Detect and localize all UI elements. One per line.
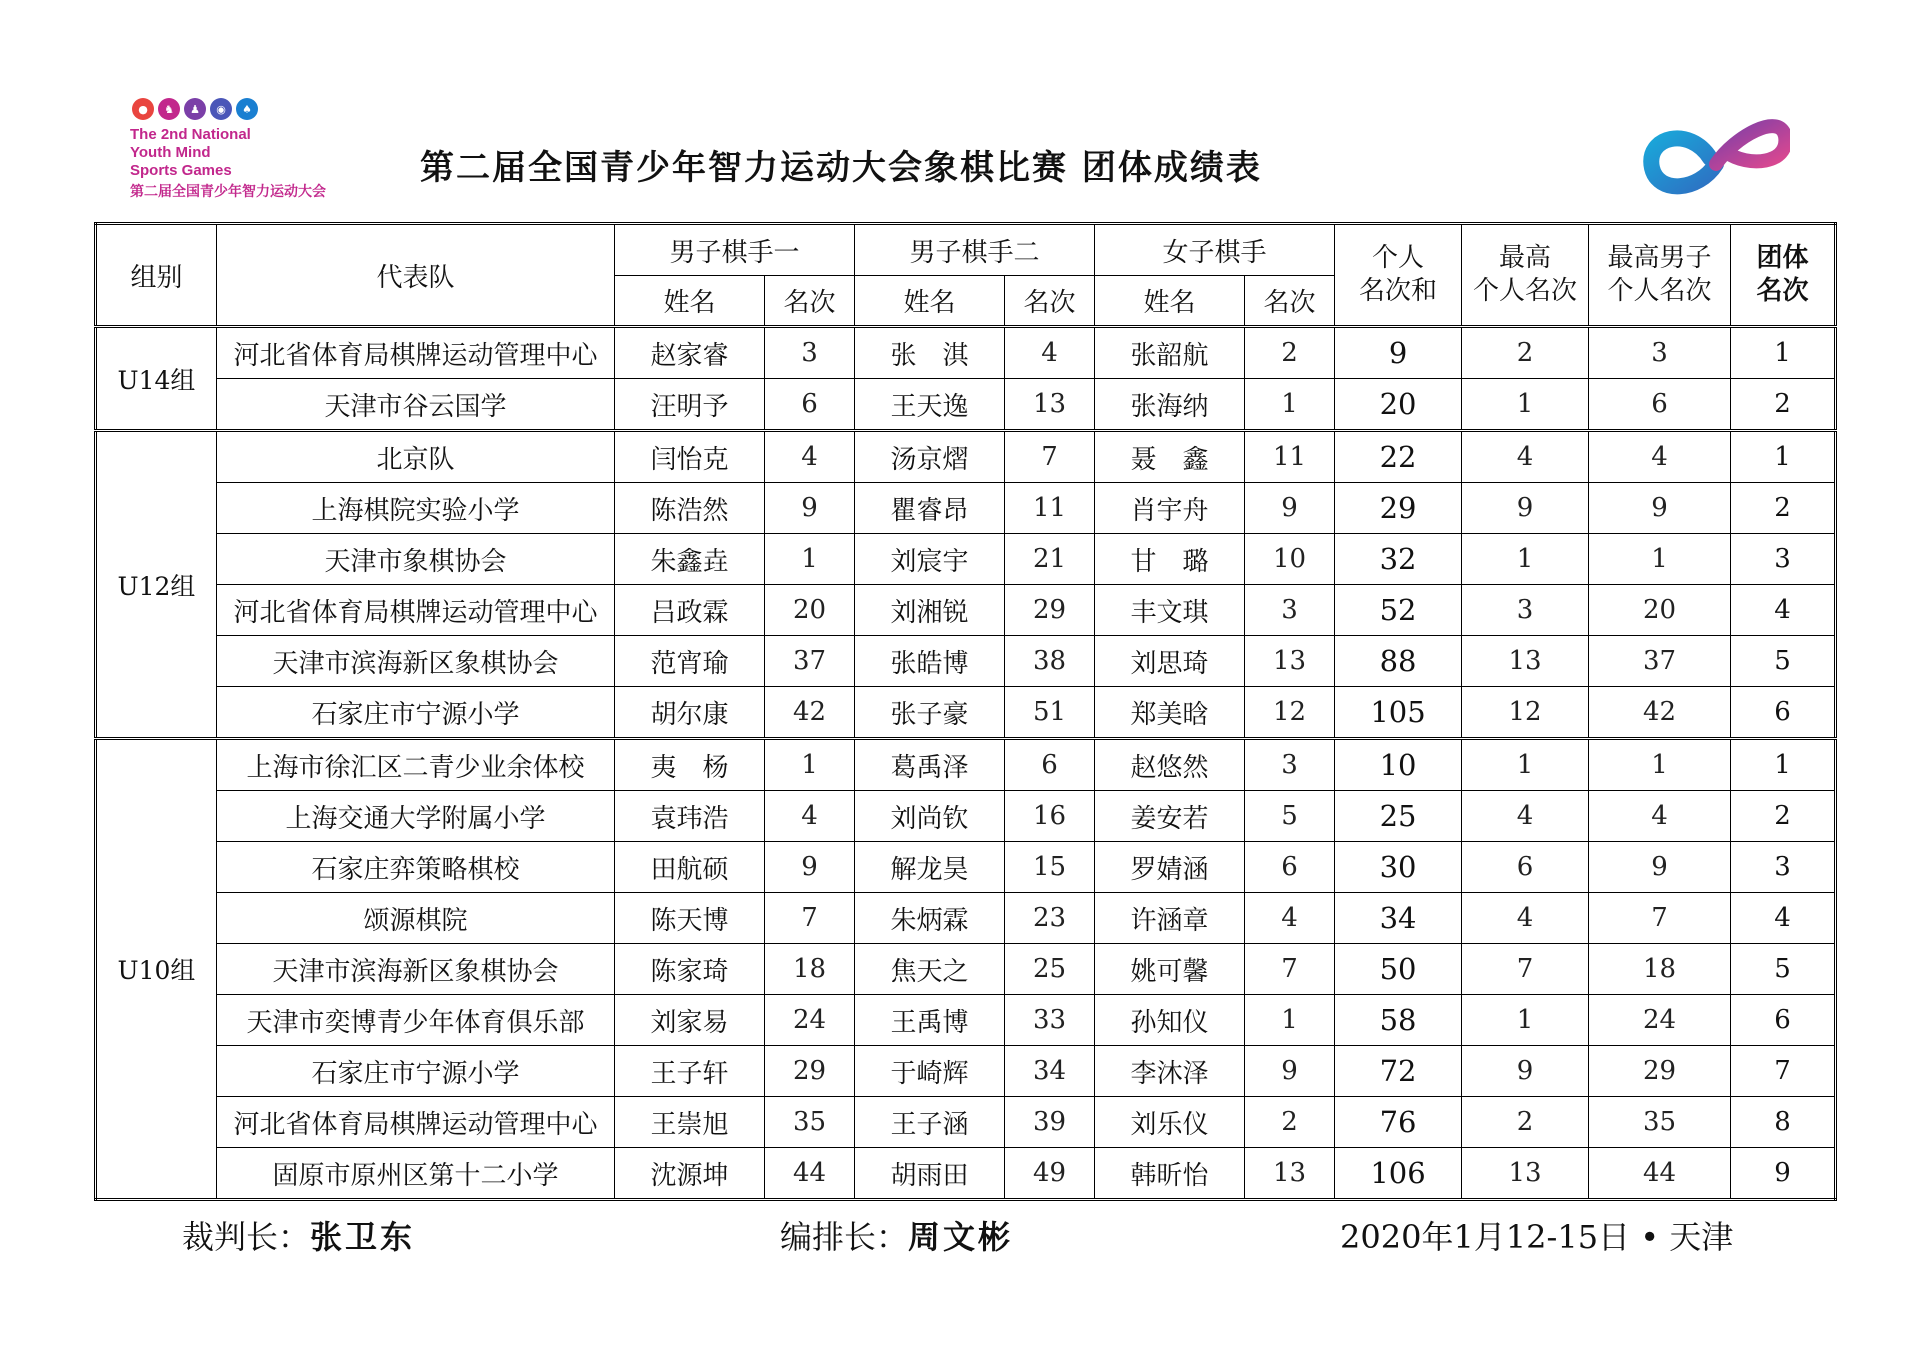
chess-knight-icon: ♞ (158, 98, 180, 120)
team-name-cell: 上海交通大学附属小学 (217, 791, 615, 842)
male1-name-cell: 赵家睿 (615, 327, 765, 379)
female-rank-cell: 6 (1245, 842, 1335, 893)
best-male-rank-cell: 3 (1589, 327, 1731, 379)
male2-name-cell: 葛禹泽 (855, 739, 1005, 791)
male2-name-cell: 刘尚钦 (855, 791, 1005, 842)
arbiter-label: 编排长： (780, 1218, 909, 1256)
best-male-rank-cell: 4 (1589, 431, 1731, 483)
best-rank-cell: 12 (1462, 687, 1589, 739)
table-row (96, 585, 1836, 636)
female-rank-cell: 9 (1245, 483, 1335, 534)
header-rank: 名次 (1245, 276, 1335, 327)
header-rank-sum: 个人 名次和 (1335, 224, 1462, 327)
team-rank-cell: 2 (1731, 483, 1836, 534)
male1-name-cell: 吕政霖 (615, 585, 765, 636)
best-male-rank-cell: 1 (1589, 739, 1731, 791)
team-name-cell: 石家庄弈策略棋校 (217, 842, 615, 893)
best-rank-cell: 2 (1462, 327, 1589, 379)
rank-sum-cell: 58 (1335, 995, 1462, 1046)
male2-name-cell: 张子豪 (855, 687, 1005, 739)
male1-rank-cell: 9 (765, 842, 855, 893)
female-rank-cell: 3 (1245, 739, 1335, 791)
rank-sum-cell: 30 (1335, 842, 1462, 893)
male2-name-cell: 王禹博 (855, 995, 1005, 1046)
male1-rank-cell: 4 (765, 791, 855, 842)
team-name-cell: 上海市徐汇区二青少业余体校 (217, 739, 615, 791)
page-title: 第二届全国青少年智力运动大会象棋比赛 团体成绩表 (420, 148, 1262, 188)
rank-sum-cell: 22 (1335, 431, 1462, 483)
male1-rank-cell: 7 (765, 893, 855, 944)
female-name-cell: 许涵章 (1095, 893, 1245, 944)
header-name: 姓名 (1095, 276, 1245, 327)
rank-sum-cell: 34 (1335, 893, 1462, 944)
female-name-cell: 郑美晗 (1095, 687, 1245, 739)
team-rank-cell: 9 (1731, 1148, 1836, 1200)
table-row (96, 1046, 1836, 1097)
male1-rank-cell: 35 (765, 1097, 855, 1148)
best-rank-cell: 4 (1462, 893, 1589, 944)
header-best-rank: 最高 个人名次 (1462, 224, 1589, 327)
male2-rank-cell: 11 (1005, 483, 1095, 534)
rank-sum-cell: 72 (1335, 1046, 1462, 1097)
male1-name-cell: 闫怡克 (615, 431, 765, 483)
rank-sum-cell: 10 (1335, 739, 1462, 791)
male2-rank-cell: 7 (1005, 431, 1095, 483)
rank-sum-cell: 76 (1335, 1097, 1462, 1148)
male1-name-cell: 胡尔康 (615, 687, 765, 739)
header-female-player: 女子棋手 (1095, 224, 1335, 276)
arbiter (780, 1212, 1013, 1258)
female-rank-cell: 2 (1245, 1097, 1335, 1148)
best-rank-cell: 13 (1462, 1148, 1589, 1200)
table-row (96, 636, 1836, 687)
male2-name-cell: 于崎辉 (855, 1046, 1005, 1097)
group-section (96, 431, 1836, 739)
team-name-cell: 固原市原州区第十二小学 (217, 1148, 615, 1200)
header-male-player-1: 男子棋手一 (615, 224, 855, 276)
table-row (96, 1148, 1836, 1200)
female-name-cell: 刘乐仪 (1095, 1097, 1245, 1148)
male2-rank-cell: 13 (1005, 379, 1095, 431)
team-rank-cell: 4 (1731, 585, 1836, 636)
table-row (96, 327, 1836, 379)
best-rank-cell: 4 (1462, 431, 1589, 483)
team-rank-cell: 3 (1731, 534, 1836, 585)
female-rank-cell: 1 (1245, 379, 1335, 431)
female-rank-cell: 12 (1245, 687, 1335, 739)
team-name-cell: 天津市象棋协会 (217, 534, 615, 585)
male2-rank-cell: 49 (1005, 1148, 1095, 1200)
chief-referee (182, 1212, 415, 1258)
male1-rank-cell: 1 (765, 534, 855, 585)
rank-sum-cell: 29 (1335, 483, 1462, 534)
best-rank-cell: 6 (1462, 842, 1589, 893)
best-male-rank-cell: 20 (1589, 585, 1731, 636)
table-row (96, 379, 1836, 431)
female-rank-cell: 9 (1245, 1046, 1335, 1097)
female-name-cell: 罗婧涵 (1095, 842, 1245, 893)
date-place: 2020年1月12-15日 • 天津 (1340, 1218, 1734, 1256)
male2-name-cell: 刘湘锐 (855, 585, 1005, 636)
female-name-cell: 姜安若 (1095, 791, 1245, 842)
team-rank-cell: 2 (1731, 791, 1836, 842)
team-rank-cell: 6 (1731, 995, 1836, 1046)
logo-chinese-name: 第二届全国青少年智力运动大会 (130, 184, 326, 200)
rank-sum-cell: 20 (1335, 379, 1462, 431)
female-rank-cell: 10 (1245, 534, 1335, 585)
male1-name-cell: 朱鑫垚 (615, 534, 765, 585)
male1-rank-cell: 6 (765, 379, 855, 431)
female-name-cell: 刘思琦 (1095, 636, 1245, 687)
female-rank-cell: 11 (1245, 431, 1335, 483)
team-name-cell: 颂源棋院 (217, 893, 615, 944)
male2-rank-cell: 25 (1005, 944, 1095, 995)
female-name-cell: 赵悠然 (1095, 739, 1245, 791)
header-team-rank: 团体 名次 (1731, 224, 1836, 327)
rank-sum-cell: 105 (1335, 687, 1462, 739)
chess-pawn-icon: ♟ (184, 98, 206, 120)
header-team: 代表队 (217, 224, 615, 327)
male1-rank-cell: 1 (765, 739, 855, 791)
male2-name-cell: 瞿睿昂 (855, 483, 1005, 534)
best-male-rank-cell: 24 (1589, 995, 1731, 1046)
table-row (96, 944, 1836, 995)
female-name-cell: 韩昕怡 (1095, 1148, 1245, 1200)
male2-name-cell: 焦天之 (855, 944, 1005, 995)
group-section (96, 739, 1836, 1200)
header-name: 姓名 (615, 276, 765, 327)
male2-rank-cell: 6 (1005, 739, 1095, 791)
male1-name-cell: 陈天博 (615, 893, 765, 944)
male1-name-cell: 汪明予 (615, 379, 765, 431)
male2-name-cell: 王子涵 (855, 1097, 1005, 1148)
male2-rank-cell: 21 (1005, 534, 1095, 585)
female-name-cell: 丰文琪 (1095, 585, 1245, 636)
team-rank-cell: 5 (1731, 944, 1836, 995)
team-rank-cell: 6 (1731, 687, 1836, 739)
team-name-cell: 天津市滨海新区象棋协会 (217, 944, 615, 995)
logo-english-name: The 2nd National Youth Mind Sports Games (130, 126, 251, 179)
male2-name-cell: 王天逸 (855, 379, 1005, 431)
rank-sum-cell: 50 (1335, 944, 1462, 995)
female-name-cell: 姚可馨 (1095, 944, 1245, 995)
rank-sum-cell: 32 (1335, 534, 1462, 585)
best-male-rank-cell: 4 (1589, 791, 1731, 842)
group-label: U14组 (96, 327, 217, 431)
team-rank-cell: 8 (1731, 1097, 1836, 1148)
male2-rank-cell: 33 (1005, 995, 1095, 1046)
best-male-rank-cell: 7 (1589, 893, 1731, 944)
male1-rank-cell: 3 (765, 327, 855, 379)
female-name-cell: 聂 鑫 (1095, 431, 1245, 483)
event-logo (130, 98, 390, 216)
female-rank-cell: 5 (1245, 791, 1335, 842)
best-male-rank-cell: 6 (1589, 379, 1731, 431)
male2-name-cell: 张皓博 (855, 636, 1005, 687)
male2-name-cell: 张 淇 (855, 327, 1005, 379)
best-male-rank-cell: 18 (1589, 944, 1731, 995)
female-rank-cell: 13 (1245, 636, 1335, 687)
table-row (96, 995, 1836, 1046)
male1-name-cell: 王崇旭 (615, 1097, 765, 1148)
male1-rank-cell: 9 (765, 483, 855, 534)
male1-rank-cell: 37 (765, 636, 855, 687)
female-name-cell: 张韶航 (1095, 327, 1245, 379)
table-row (96, 483, 1836, 534)
female-rank-cell: 4 (1245, 893, 1335, 944)
best-rank-cell: 1 (1462, 534, 1589, 585)
male1-rank-cell: 20 (765, 585, 855, 636)
best-rank-cell: 3 (1462, 585, 1589, 636)
male1-rank-cell: 44 (765, 1148, 855, 1200)
male1-name-cell: 陈家琦 (615, 944, 765, 995)
header-group: 组别 (96, 224, 217, 327)
team-rank-cell: 1 (1731, 431, 1836, 483)
group-label: U10组 (96, 739, 217, 1200)
female-rank-cell: 2 (1245, 327, 1335, 379)
best-male-rank-cell: 9 (1589, 483, 1731, 534)
arbiter-name: 周文彬 (908, 1218, 1014, 1256)
best-rank-cell: 9 (1462, 483, 1589, 534)
team-name-cell: 石家庄市宁源小学 (217, 1046, 615, 1097)
female-name-cell: 李沐泽 (1095, 1046, 1245, 1097)
male1-rank-cell: 24 (765, 995, 855, 1046)
male2-rank-cell: 29 (1005, 585, 1095, 636)
table-row (96, 791, 1836, 842)
team-name-cell: 上海棋院实验小学 (217, 483, 615, 534)
male1-name-cell: 刘家易 (615, 995, 765, 1046)
table-row (96, 739, 1836, 791)
best-male-rank-cell: 44 (1589, 1148, 1731, 1200)
male2-rank-cell: 38 (1005, 636, 1095, 687)
female-name-cell: 孙知仪 (1095, 995, 1245, 1046)
male2-name-cell: 解龙昊 (855, 842, 1005, 893)
male1-name-cell: 田航硕 (615, 842, 765, 893)
team-name-cell: 天津市滨海新区象棋协会 (217, 636, 615, 687)
rank-sum-cell: 88 (1335, 636, 1462, 687)
female-rank-cell: 3 (1245, 585, 1335, 636)
team-rank-cell: 3 (1731, 842, 1836, 893)
best-male-rank-cell: 1 (1589, 534, 1731, 585)
table-row (96, 431, 1836, 483)
team-name-cell: 天津市谷云国学 (217, 379, 615, 431)
female-rank-cell: 1 (1245, 995, 1335, 1046)
best-rank-cell: 2 (1462, 1097, 1589, 1148)
male2-rank-cell: 39 (1005, 1097, 1095, 1148)
male1-name-cell: 沈源坤 (615, 1148, 765, 1200)
team-results-table (94, 222, 1837, 1201)
team-name-cell: 石家庄市宁源小学 (217, 687, 615, 739)
female-name-cell: 张海纳 (1095, 379, 1245, 431)
best-rank-cell: 9 (1462, 1046, 1589, 1097)
team-name-cell: 河北省体育局棋牌运动管理中心 (217, 1097, 615, 1148)
checker-icon: ◉ (210, 98, 232, 120)
best-male-rank-cell: 35 (1589, 1097, 1731, 1148)
male1-name-cell: 王子轩 (615, 1046, 765, 1097)
male1-name-cell: 范宵瑜 (615, 636, 765, 687)
infinity-emblem-icon (1640, 106, 1790, 206)
table-row (96, 534, 1836, 585)
male1-name-cell: 夷 杨 (615, 739, 765, 791)
group-section (96, 327, 1836, 431)
team-rank-cell: 5 (1731, 636, 1836, 687)
best-male-rank-cell: 42 (1589, 687, 1731, 739)
male2-name-cell: 刘宸宇 (855, 534, 1005, 585)
rank-sum-cell: 9 (1335, 327, 1462, 379)
team-rank-cell: 4 (1731, 893, 1836, 944)
header-male-player-2: 男子棋手二 (855, 224, 1095, 276)
male1-rank-cell: 29 (765, 1046, 855, 1097)
male2-rank-cell: 16 (1005, 791, 1095, 842)
male1-name-cell: 陈浩然 (615, 483, 765, 534)
team-rank-cell: 2 (1731, 379, 1836, 431)
rank-sum-cell: 52 (1335, 585, 1462, 636)
team-name-cell: 河北省体育局棋牌运动管理中心 (217, 327, 615, 379)
male2-rank-cell: 15 (1005, 842, 1095, 893)
table-row (96, 1097, 1836, 1148)
male2-name-cell: 胡雨田 (855, 1148, 1005, 1200)
best-male-rank-cell: 37 (1589, 636, 1731, 687)
team-name-cell: 天津市奕博青少年体育俱乐部 (217, 995, 615, 1046)
header-best-male-rank: 最高男子 个人名次 (1589, 224, 1731, 327)
best-male-rank-cell: 9 (1589, 842, 1731, 893)
female-name-cell: 肖宇舟 (1095, 483, 1245, 534)
best-rank-cell: 13 (1462, 636, 1589, 687)
team-name-cell: 河北省体育局棋牌运动管理中心 (217, 585, 615, 636)
best-rank-cell: 1 (1462, 379, 1589, 431)
team-rank-cell: 1 (1731, 739, 1836, 791)
male1-rank-cell: 18 (765, 944, 855, 995)
male2-name-cell: 汤京熠 (855, 431, 1005, 483)
best-rank-cell: 1 (1462, 739, 1589, 791)
male2-rank-cell: 51 (1005, 687, 1095, 739)
table-row (96, 893, 1836, 944)
female-name-cell: 甘 璐 (1095, 534, 1245, 585)
header-name: 姓名 (855, 276, 1005, 327)
female-rank-cell: 7 (1245, 944, 1335, 995)
best-rank-cell: 7 (1462, 944, 1589, 995)
sport-icons-row (132, 98, 390, 120)
male1-name-cell: 袁玮浩 (615, 791, 765, 842)
male2-rank-cell: 34 (1005, 1046, 1095, 1097)
team-rank-cell: 1 (1731, 327, 1836, 379)
male2-rank-cell: 4 (1005, 327, 1095, 379)
card-spade-icon: ♠ (236, 98, 258, 120)
group-label: U12组 (96, 431, 217, 739)
rank-sum-cell: 25 (1335, 791, 1462, 842)
team-name-cell: 北京队 (217, 431, 615, 483)
table-row (96, 687, 1836, 739)
go-stone-icon: ● (132, 98, 154, 120)
chief-referee-label: 裁判长： (182, 1218, 311, 1256)
rank-sum-cell: 106 (1335, 1148, 1462, 1200)
header-rank: 名次 (1005, 276, 1095, 327)
male1-rank-cell: 42 (765, 687, 855, 739)
best-rank-cell: 4 (1462, 791, 1589, 842)
header-rank: 名次 (765, 276, 855, 327)
male2-name-cell: 朱炳霖 (855, 893, 1005, 944)
male1-rank-cell: 4 (765, 431, 855, 483)
best-male-rank-cell: 29 (1589, 1046, 1731, 1097)
male2-rank-cell: 23 (1005, 893, 1095, 944)
chief-referee-name: 张卫东 (310, 1218, 416, 1256)
team-rank-cell: 7 (1731, 1046, 1836, 1097)
table-row (96, 842, 1836, 893)
female-rank-cell: 13 (1245, 1148, 1335, 1200)
best-rank-cell: 1 (1462, 995, 1589, 1046)
